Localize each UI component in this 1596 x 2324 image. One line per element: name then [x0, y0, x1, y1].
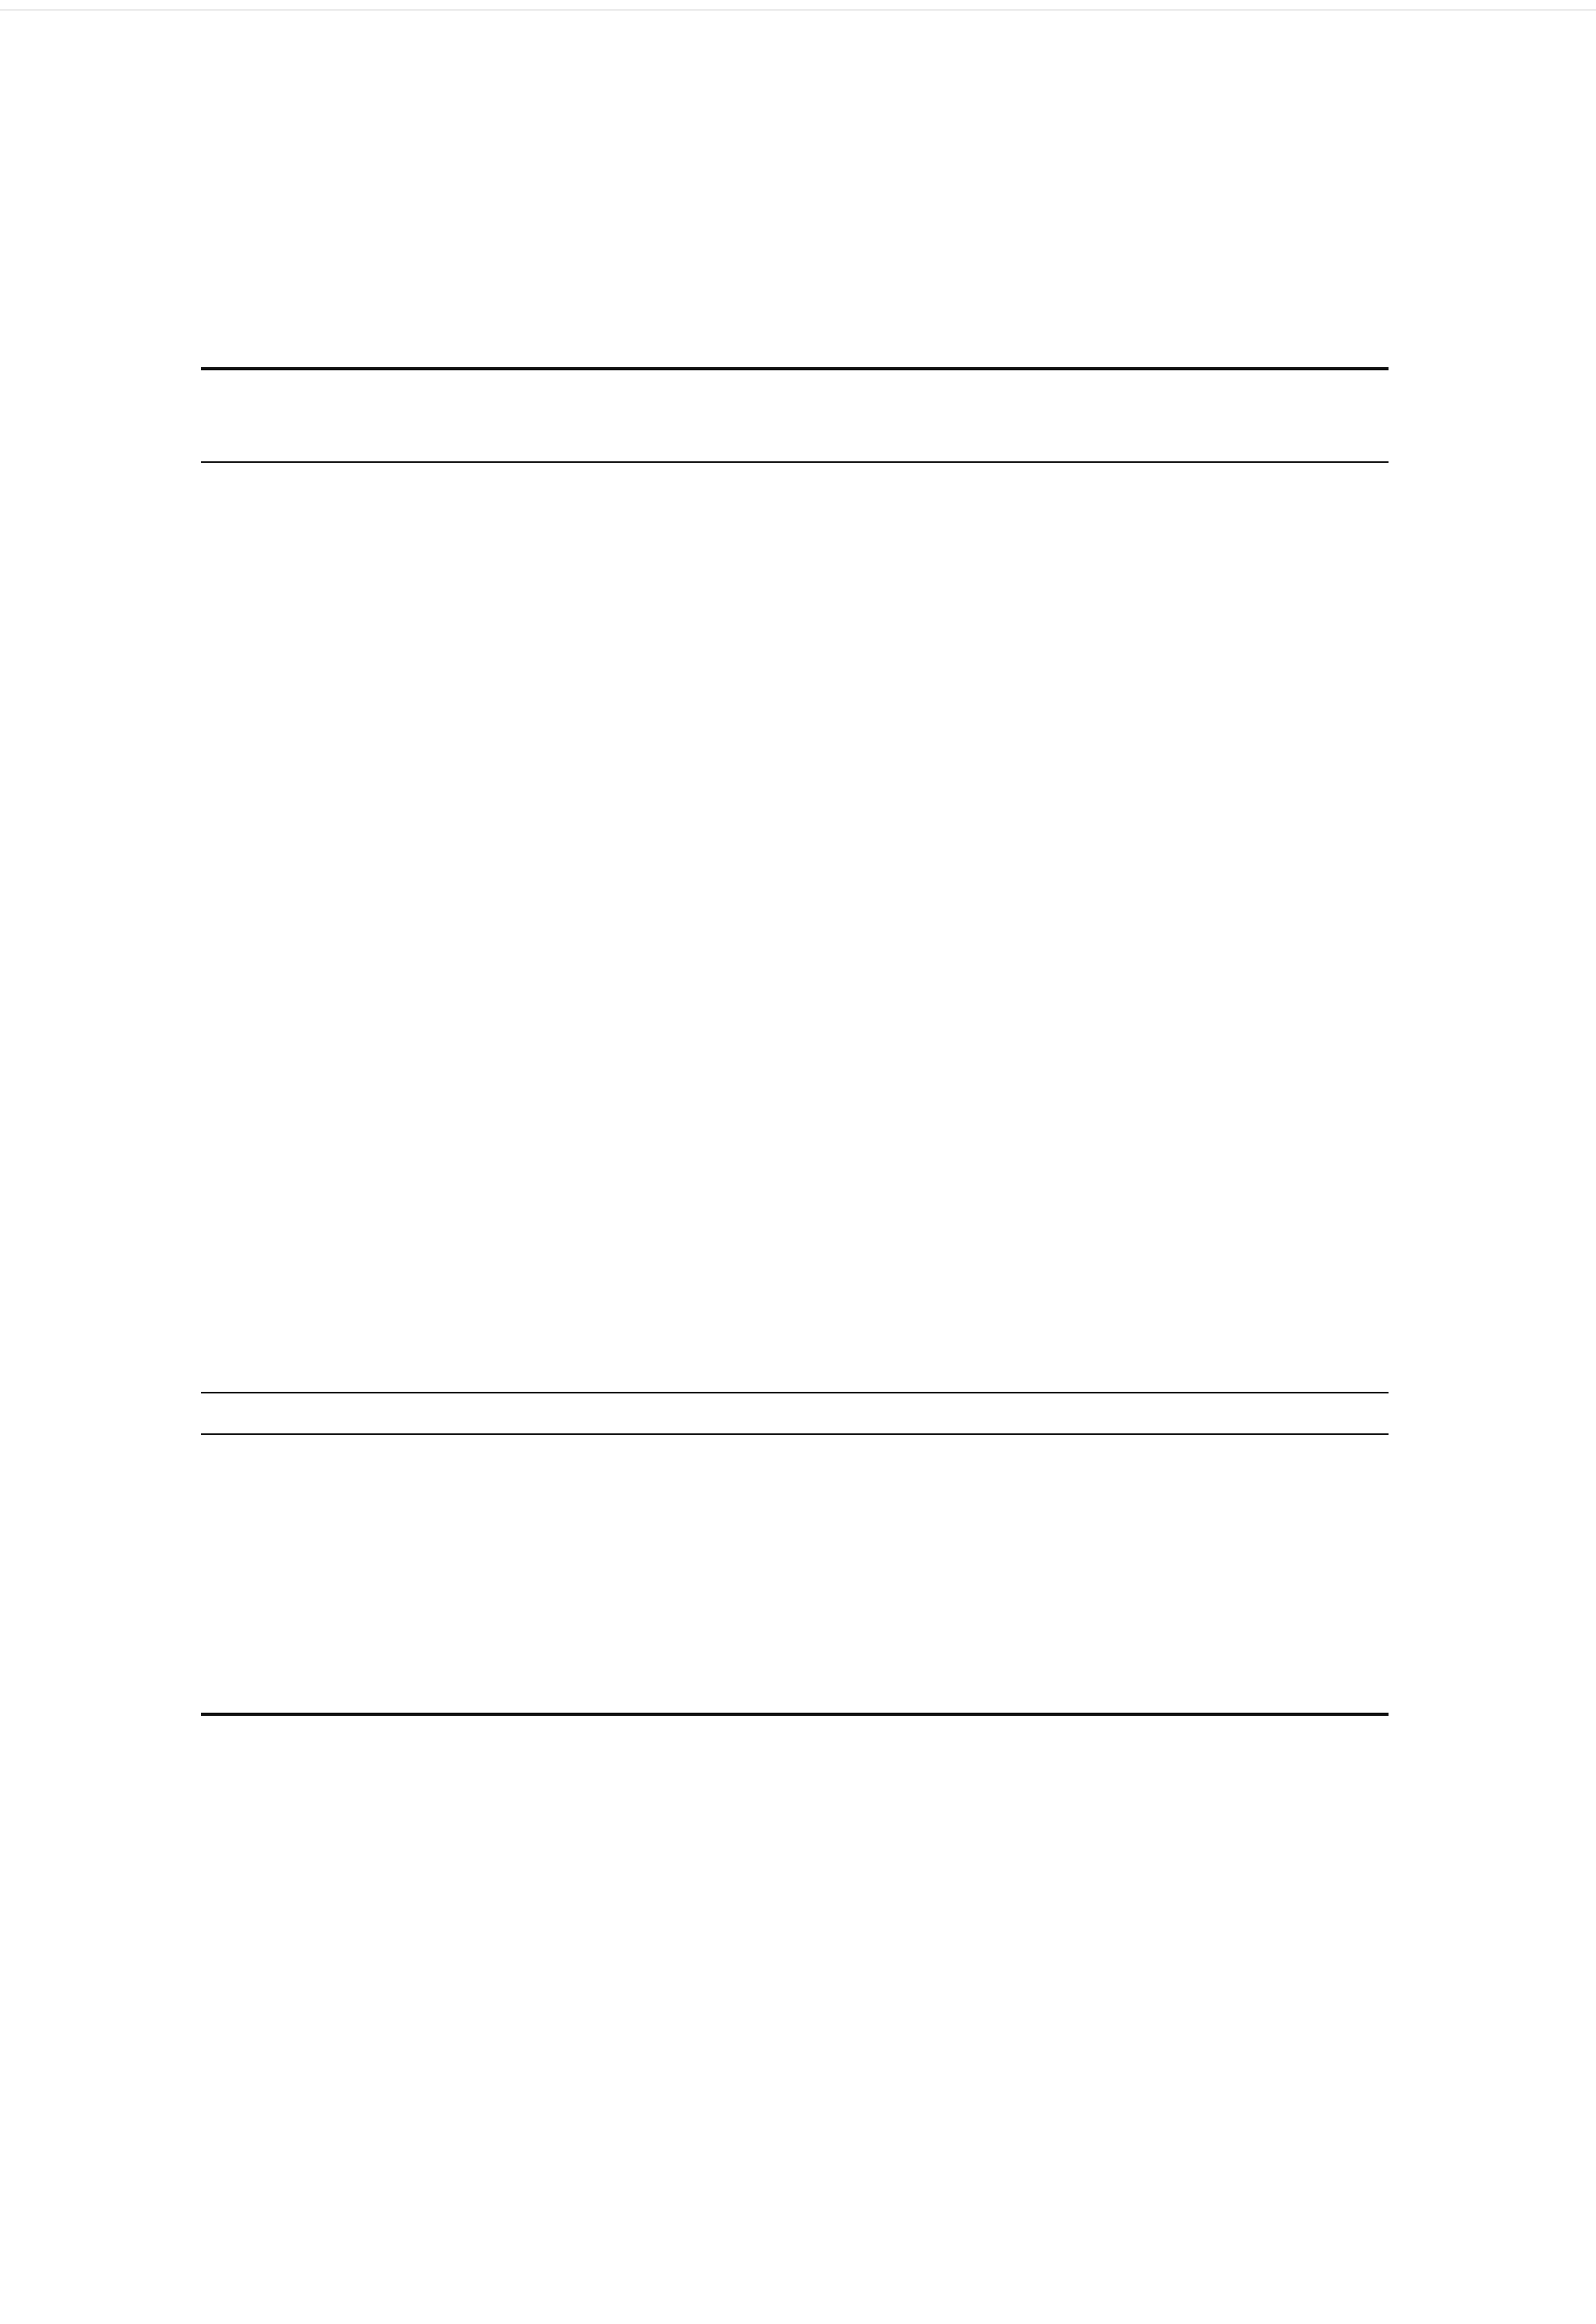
total-bottom-rule [201, 1433, 1389, 1435]
table-bottom-rule [201, 1713, 1389, 1716]
header-bottom-rule [201, 461, 1389, 463]
total-top-rule [201, 1392, 1389, 1393]
table-top-rule [201, 367, 1389, 370]
